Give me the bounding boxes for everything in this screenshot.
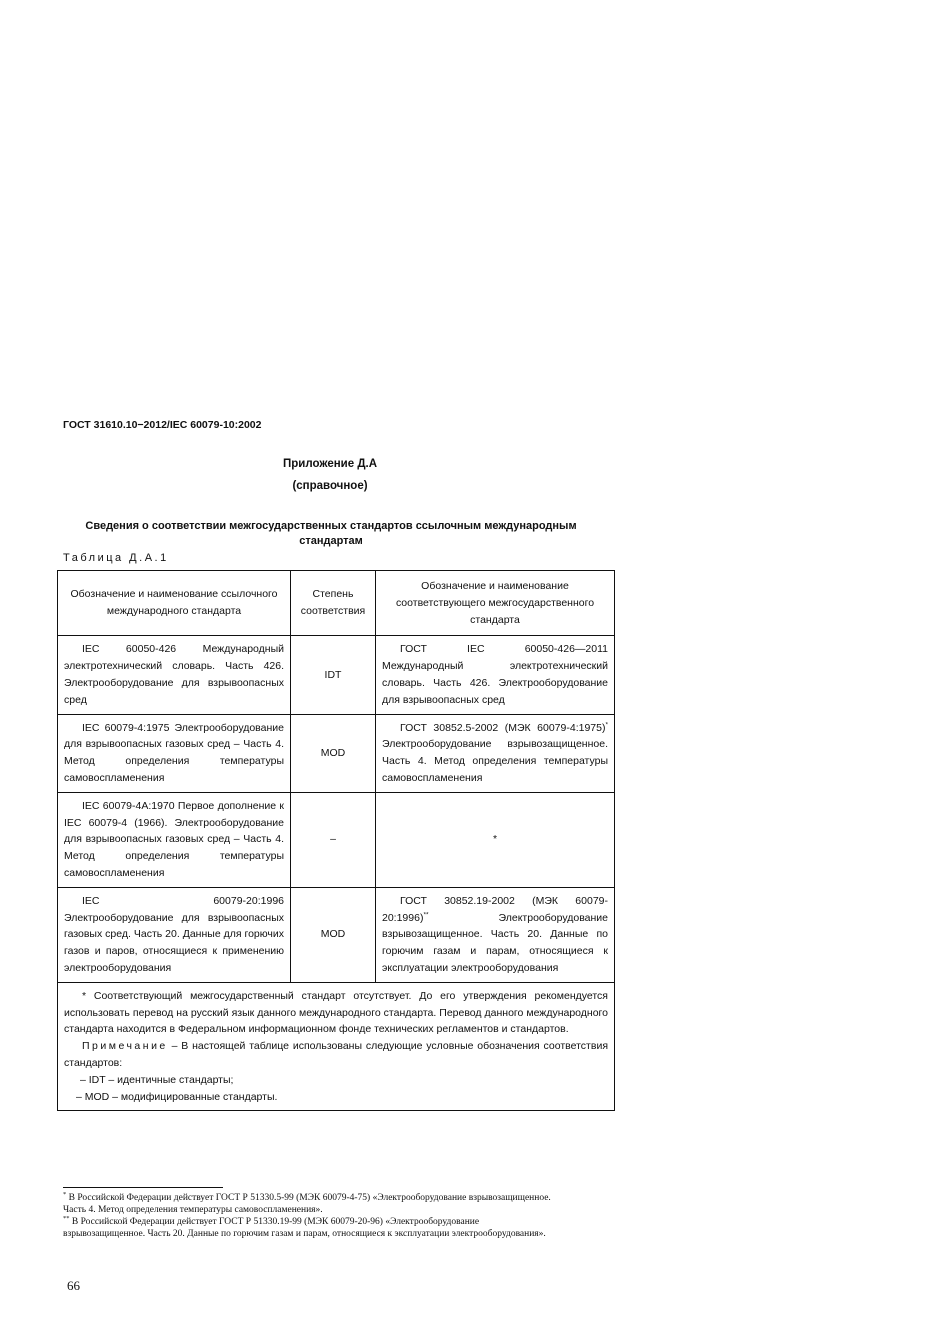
document-code: ГОСТ 31610.10−2012/IEC 60079-10:2002 xyxy=(63,419,262,431)
interstate-standard-cell: * xyxy=(376,792,615,887)
note-label: Примечание xyxy=(82,1040,168,1053)
gost-designation: ГОСТ 30852.5-2002 (МЭК 60079-4:1975) xyxy=(400,721,606,734)
table-row xyxy=(58,714,615,792)
footnote-mark: ** xyxy=(63,1214,70,1222)
note-text: – В настоящей таблице использованы следующие условные обозначения соответствия стандартов: xyxy=(64,1040,608,1069)
gost-title: Электрооборудование взрывозащищенное. Часть 20. Данные по горючим газам и парам, относящиеся к эксплуатации электрооборудования xyxy=(382,911,608,974)
degree-cell: – xyxy=(291,792,376,887)
correspondence-table xyxy=(57,570,615,1111)
footnote-mark: * xyxy=(63,1190,67,1198)
footnote-text: В Российской Федерации действует ГОСТ Р 51330.5-99 (МЭК 60079-4-75) «Электрооборудование взрывозащищенное. Часть 4. Метод определения температуры самовоспламенения». xyxy=(63,1193,551,1215)
footnote xyxy=(63,1190,563,1216)
footnotes xyxy=(63,1190,563,1241)
page-number: 66 xyxy=(67,1278,80,1293)
table-row xyxy=(58,636,615,714)
table-notes xyxy=(58,982,615,1111)
reference-standard-cell: IEC 60079-20:1996 Электрооборудование для взрывоопасных газовых сред. Часть 20. Данные для горючих газов и паров, относящиеся к применению электрооборудования xyxy=(58,887,291,982)
header-degree: Степень соответствия xyxy=(291,571,376,636)
header-reference-standard: Обозначение и наименование ссылочного международного стандарта xyxy=(58,571,291,636)
table-row xyxy=(58,792,615,887)
asterisk-note: * Соответствующий межгосударственный стандарт отсутствует. До его утверждения рекомендуется использовать перевод на русский язык данного международного стандарта. Перевод данного международного стандарта находится в Федеральном информационном фонде технических регламентов и стандартов. xyxy=(64,989,608,1036)
interstate-standard-cell xyxy=(376,887,615,982)
appendix-title: Приложение Д.А xyxy=(282,458,378,470)
interstate-standard-cell xyxy=(376,714,615,792)
note-item: – MOD – модифицированные стандарты. xyxy=(76,1090,278,1103)
footnote xyxy=(63,1214,563,1240)
note-item: – IDT – идентичные стандарты; xyxy=(80,1073,234,1086)
table-row xyxy=(58,887,615,982)
gost-title: Электрооборудование взрывозащищенное. Часть 4. Метод определения температуры самовоспламенения xyxy=(382,738,608,784)
reference-standard-cell: IEC 60079-4:1975 Электрооборудование для взрывоопасных газовых сред – Часть 4. Метод определения температуры самовоспламенения xyxy=(58,714,291,792)
table-notes-row xyxy=(58,982,615,1111)
footnote-mark: ** xyxy=(423,911,429,919)
table-caption: Таблица Д.А.1 xyxy=(63,552,169,564)
reference-standard-cell: IEC 60050-426 Международный электротехнический словарь. Часть 426. Электрооборудование для взрывоопасных сред xyxy=(58,636,291,714)
footnote-text: В Российской Федерации действует ГОСТ Р 51330.19-99 (МЭК 60079-20-96) «Электрооборудование взрывозащищенное. Часть 20. Данные по горючим газам и парам, относящиеся к эксплуатации электрооборудования». xyxy=(63,1217,546,1239)
degree-cell: MOD xyxy=(291,714,376,792)
section-heading: Сведения о соответствии межгосударственных стандартов ссылочным международным стандартам xyxy=(85,520,577,547)
degree-cell: MOD xyxy=(291,887,376,982)
footnote-divider xyxy=(63,1187,223,1188)
reference-standard-cell: IEC 60079-4A:1970 Первое дополнение к IEC 60079-4 (1966). Электрооборудование для взрывоопасных газовых сред – Часть 4. Метод определения температуры самовоспламенения xyxy=(58,792,291,887)
appendix-subtitle: (справочное) xyxy=(292,480,368,492)
interstate-standard-cell: ГОСТ IEC 60050-426—2011 Международный электротехнический словарь. Часть 426. Электрооборудование для взрывоопасных сред xyxy=(376,636,615,714)
footnote-mark: * xyxy=(605,721,608,729)
degree-cell: IDT xyxy=(291,636,376,714)
table-header-row xyxy=(58,571,615,636)
header-interstate-standard: Обозначение и наименование соответствующего межгосударственного стандарта xyxy=(376,571,615,636)
gost-designation: ГОСТ 30852.19-2002 (МЭК 60079-20:1996) xyxy=(382,894,608,924)
table-note xyxy=(64,1038,608,1072)
